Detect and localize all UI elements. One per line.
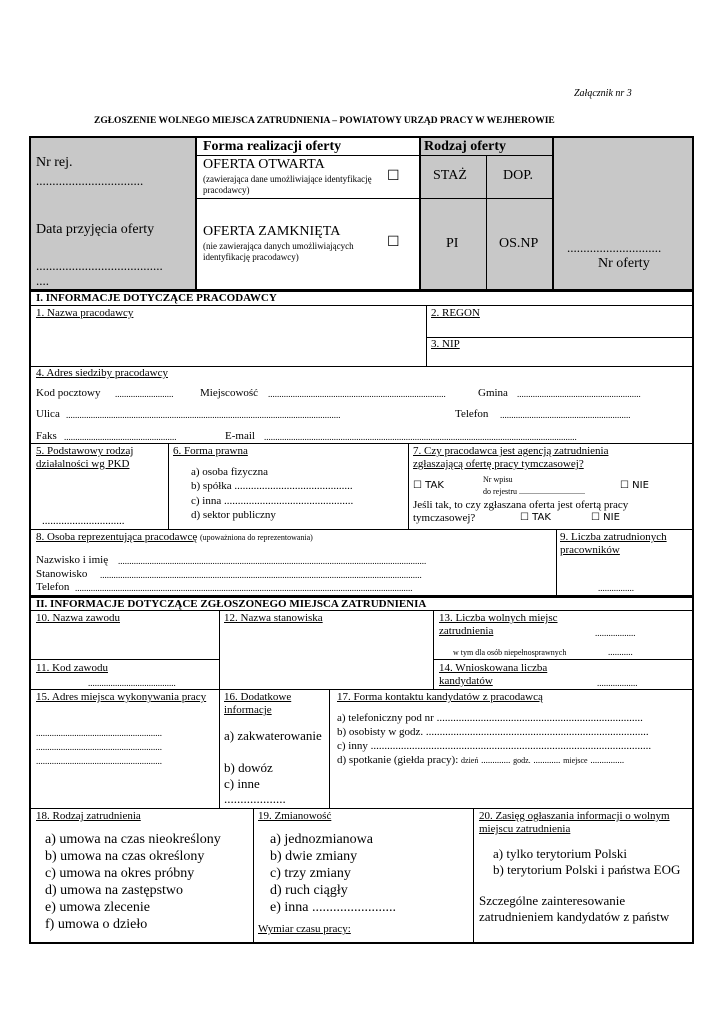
rodzaj-oferty-title: Rodzaj oferty xyxy=(424,139,507,154)
employment-type-e[interactable]: e) umowa zlecenie xyxy=(45,900,150,915)
work-address-line-3[interactable]: ........................................................ xyxy=(36,756,162,766)
street-field[interactable]: .......................................................................................................................... xyxy=(66,410,341,420)
postal-code-label: Kod pocztowy xyxy=(36,387,101,399)
page-title: ZGŁOSZENIE WOLNEGO MIEJSCA ZATRUDNIENIA – POWIATOWY URZĄD PRACY W WEJHEROWIE xyxy=(94,116,555,126)
legal-form-label: 6. Forma prawna xyxy=(173,445,248,457)
legal-form-b[interactable]: b) spółka ........................................... xyxy=(191,480,353,492)
additional-info-label: 16. Dodatkowe informacje xyxy=(224,691,292,716)
regon-label: 2. REGON xyxy=(431,307,480,319)
section-1-title: I. INFORMACJE DOTYCZĄCE PRACODAWCY xyxy=(36,292,277,304)
vacancies-field[interactable]: .................. xyxy=(595,628,636,638)
representative-name-field[interactable]: ......................................................................................................................................... xyxy=(118,556,427,566)
employees-count-label: 9. Liczba zatrudnionych pracowników xyxy=(560,531,667,556)
offer-number-label: Nr oferty xyxy=(598,256,650,271)
employment-type-d[interactable]: d) umowa na zastępstwo xyxy=(45,883,184,898)
city-field[interactable]: ............................................................................... xyxy=(268,389,446,399)
nip-label: 3. NIP xyxy=(431,338,460,350)
closed-offer-label: OFERTA ZAMKNIĘTA xyxy=(203,224,341,239)
legal-form-a[interactable]: a) osoba fizyczna xyxy=(191,466,268,478)
offer-type-dop[interactable]: DOP. xyxy=(503,168,533,183)
shift-work-label: 19. Zmianowość xyxy=(258,810,332,822)
contact-form-label: 17. Forma kontaktu kandydatów z pracodawcą xyxy=(337,691,543,703)
disabled-vacancies-label: w tym dla osób niepełnosprawnych xyxy=(453,648,567,657)
special-interest-note: Szczególne zainteresowanie zatrudnieniem kandydatów z państw xyxy=(479,893,670,924)
employment-type-c[interactable]: c) umowa na okres próbny xyxy=(45,866,195,881)
working-time-label: Wymiar czasu pracy: xyxy=(258,923,351,935)
section-2-title: II. INFORMACJE DOTYCZĄCE ZGŁOSZONEGO MIEJSCA ZATRUDNIENIA xyxy=(36,598,427,610)
occupation-code-label: 11. Kod zawodu xyxy=(36,662,108,674)
offer-number-field[interactable]: ............................. xyxy=(567,240,662,255)
additional-info-a[interactable]: a) zakwaterowanie xyxy=(224,728,322,743)
additional-info-c-field[interactable]: ................... xyxy=(224,791,286,806)
employees-count-field[interactable]: ................ xyxy=(598,583,634,593)
temp-agency-no[interactable]: ☐ NIE xyxy=(620,480,649,491)
vacancies-label: 13. Liczba wolnych miejsc zatrudnienia xyxy=(439,612,558,637)
shift-work-a[interactable]: a) jednozmianowa xyxy=(270,832,374,847)
forma-realizacji-title: Forma realizacji oferty xyxy=(203,139,342,154)
legal-form-d[interactable]: d) sektor publiczny xyxy=(191,509,276,521)
registry-number-field[interactable]: do rejestru ................................. xyxy=(483,487,585,496)
fax-field[interactable]: .................................................. xyxy=(64,432,177,442)
offer-type-pi[interactable]: PI xyxy=(446,236,459,251)
pkd-label: 5. Podstawowy rodzaj działalności wg PKD xyxy=(36,445,134,470)
employment-type-a[interactable]: a) umowa na czas nieokreślony xyxy=(45,832,221,847)
additional-info-c[interactable]: c) inne xyxy=(224,776,260,791)
acceptance-date-label: Data przyjęcia oferty xyxy=(36,222,155,237)
position-name-label: 12. Nazwa stanowiska xyxy=(224,612,323,624)
representative-label: 8. Osoba reprezentująca pracodawcę (upoważniona do reprezentowania) xyxy=(36,531,313,543)
employment-type-f[interactable]: f) umowa o dzieło xyxy=(45,917,148,932)
open-offer-label: OFERTA OTWARTA xyxy=(203,157,325,172)
annex-label: Załącznik nr 3 xyxy=(574,88,632,99)
employment-type-label: 18. Rodzaj zatrudnienia xyxy=(36,810,141,822)
shift-work-b[interactable]: b) dwie zmiany xyxy=(270,849,358,864)
employment-type-b[interactable]: b) umowa na czas określony xyxy=(45,849,205,864)
work-address-line-2[interactable]: ........................................................ xyxy=(36,742,162,752)
phone-label: Telefon xyxy=(455,408,489,420)
disabled-vacancies-field[interactable]: ........... xyxy=(608,647,633,657)
employer-address-label: 4. Adres siedziby pracodawcy xyxy=(36,367,168,379)
commune-label: Gmina xyxy=(478,387,508,399)
work-address-line-1[interactable]: ........................................................ xyxy=(36,728,162,738)
candidates-count-field[interactable]: .................. xyxy=(597,678,638,688)
temp-agency-question: 7. Czy pracodawca jest agencją zatrudnienia zgłaszającą ofertę pracy tymczasowej? xyxy=(413,445,609,470)
open-offer-checkbox[interactable]: ☐ xyxy=(387,168,400,184)
work-address-label: 15. Adres miejsca wykonywania pracy xyxy=(36,691,207,703)
contact-personal[interactable]: b) osobisty w godz. ................................................................................. xyxy=(337,726,649,738)
city-label: Miejscowość xyxy=(200,387,259,399)
announcement-scope-a[interactable]: a) tylko terytorium Polski xyxy=(493,846,627,861)
postal-code-field[interactable]: .......................... xyxy=(115,389,174,399)
open-offer-note: (zawierająca dane umożliwiające identyfikację pracodawcy) xyxy=(203,174,372,195)
shift-work-d[interactable]: d) ruch ciągły xyxy=(270,883,348,898)
representative-position-label: Stanowisko xyxy=(36,568,88,580)
temp-offer-question: Jeśli tak, to czy zgłaszana oferta jest ofertą pracy xyxy=(413,499,629,511)
announcement-scope-b[interactable]: b) terytorium Polski i państwa EOG xyxy=(493,862,681,877)
offer-type-osnp[interactable]: OS.NP xyxy=(499,236,539,251)
occupation-code-field[interactable]: ....................................... xyxy=(88,678,176,688)
temp-offer-no[interactable]: ☐ NIE xyxy=(591,512,620,523)
acceptance-date-field-cont: .... xyxy=(36,273,49,288)
offer-type-staz[interactable]: STAŻ xyxy=(433,168,467,183)
representative-phone-field[interactable]: ...................................................................................................................................................... xyxy=(75,583,413,593)
additional-info-b[interactable]: b) dowóz xyxy=(224,760,273,775)
shift-work-c[interactable]: c) trzy zmiany xyxy=(270,866,351,881)
registry-number-label: Nr wpisu xyxy=(483,475,513,484)
street-label: Ulica xyxy=(36,408,60,420)
representative-name-label: Nazwisko i imię xyxy=(36,554,109,566)
registration-number-label: Nr rej. xyxy=(36,155,73,170)
temp-offer-question-cont: tymczasowej? xyxy=(413,512,476,524)
contact-other[interactable]: c) inny ...................................................................................................... xyxy=(337,740,652,752)
phone-field[interactable]: .......................................................... xyxy=(500,410,631,420)
temp-offer-yes[interactable]: ☐ TAK xyxy=(520,512,551,523)
email-field[interactable]: ........................................................................................................................................... xyxy=(264,432,577,442)
commune-field[interactable]: ....................................................... xyxy=(517,389,641,399)
contact-job-fair[interactable]: d) spotkanie (giełda pracy): dzień ............. godz. ............ miejsce ............... xyxy=(337,754,625,766)
candidates-count-label: 14. Wnioskowana liczba kandydatów xyxy=(439,662,548,687)
temp-agency-yes[interactable]: ☐ TAK xyxy=(413,480,444,491)
contact-phone[interactable]: a) telefoniczny pod nr ........................................................................... xyxy=(337,712,643,724)
registration-number-field[interactable]: ................................. xyxy=(36,173,144,188)
email-label: E-mail xyxy=(225,430,255,442)
occupation-name-label: 10. Nazwa zawodu xyxy=(36,612,120,624)
fax-label: Faks xyxy=(36,430,57,442)
representative-phone-label: Telefon xyxy=(36,581,70,593)
pkd-field[interactable]: .............................. xyxy=(42,515,125,527)
legal-form-c[interactable]: c) inna ............................................... xyxy=(191,495,354,507)
closed-offer-checkbox[interactable]: ☐ xyxy=(387,234,400,250)
representative-position-field[interactable]: ............................................................................................................................................... xyxy=(100,570,422,580)
shift-work-e[interactable]: e) inna ........................ xyxy=(270,900,396,915)
employer-name-label: 1. Nazwa pracodawcy xyxy=(36,307,134,319)
announcement-scope-label: 20. Zasięg ogłaszania informacji o wolnym miejscu zatrudnienia xyxy=(479,810,670,835)
closed-offer-note: (nie zawierająca danych umożliwiających identyfikację pracodawcy) xyxy=(203,241,354,262)
acceptance-date-field[interactable]: ....................................... xyxy=(36,258,163,273)
